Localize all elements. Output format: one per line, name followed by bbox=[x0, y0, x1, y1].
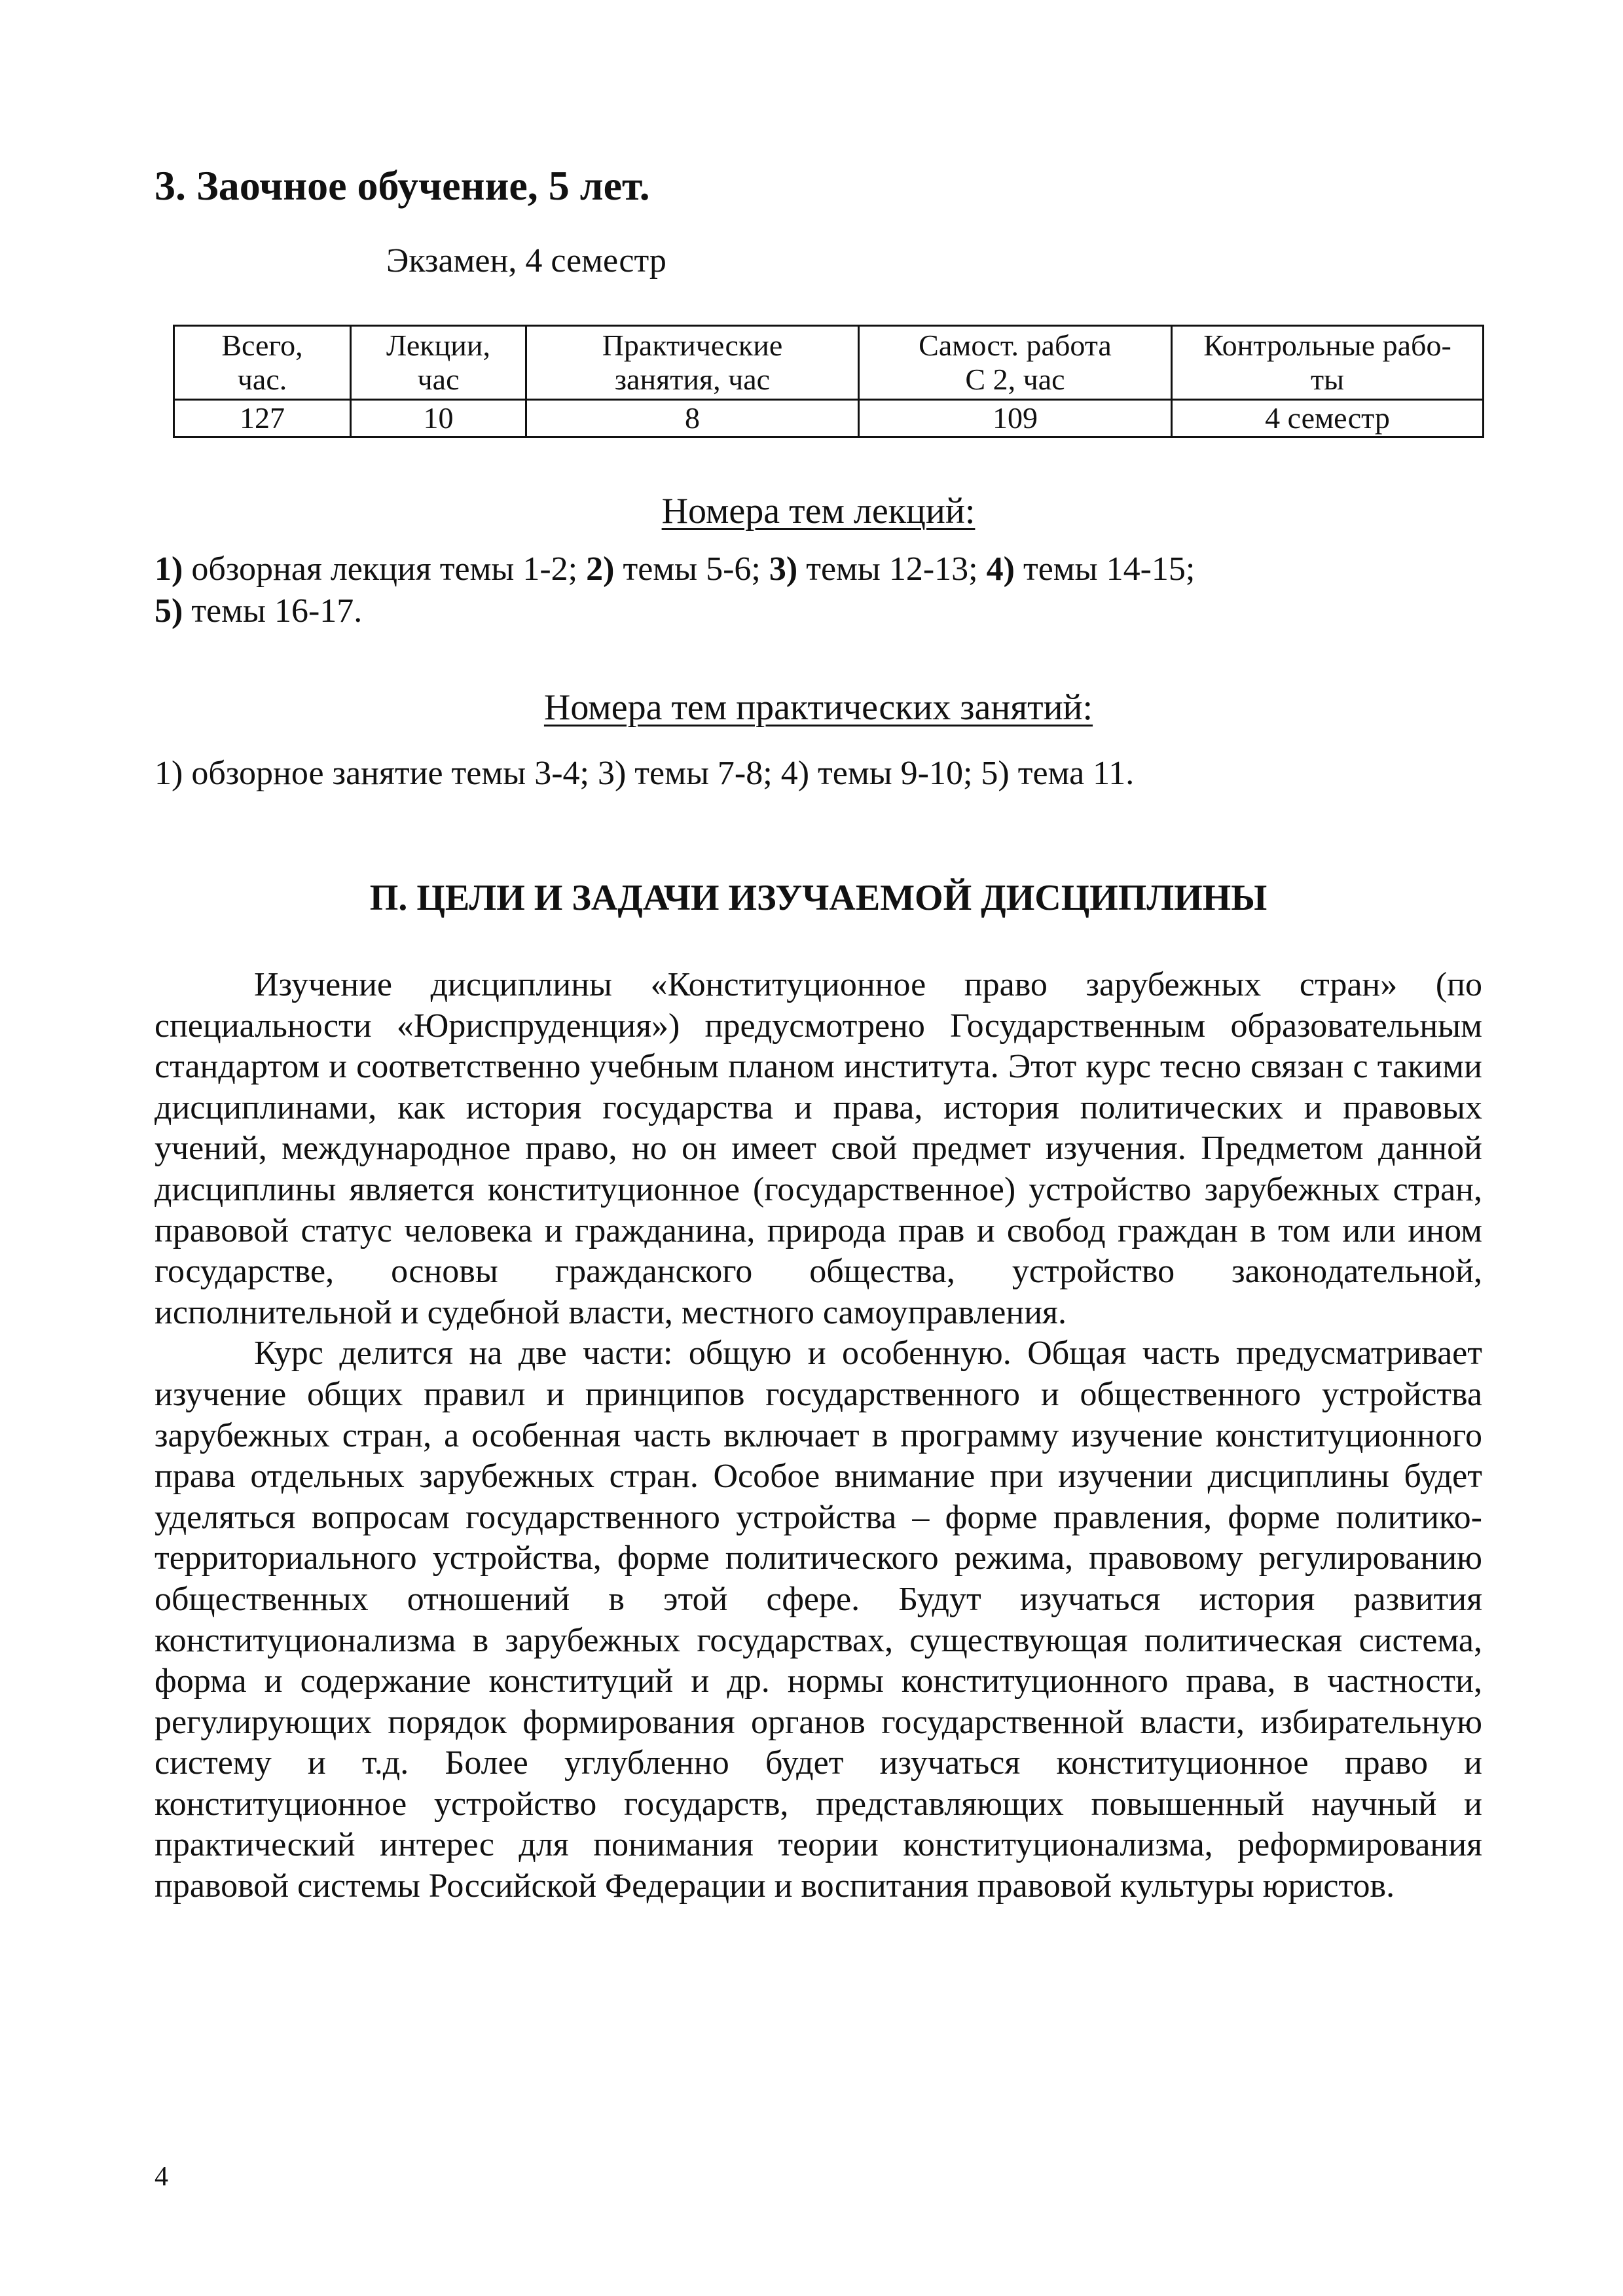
header-text: Всего, bbox=[221, 329, 303, 362]
lectures-title-text: Номера тем лекций: bbox=[661, 491, 976, 531]
chapter-heading: П. ЦЕЛИ И ЗАДАЧИ ИЗУЧАЕМОЙ ДИСЦИПЛИНЫ bbox=[369, 878, 1267, 918]
header-control-works bbox=[1172, 326, 1484, 400]
list-number: 4) bbox=[986, 550, 1015, 588]
cell-lecture-hours: 10 bbox=[351, 400, 526, 437]
header-text: час bbox=[417, 363, 460, 396]
header-text: Самост. работа bbox=[919, 329, 1112, 362]
page-number: 4 bbox=[155, 2162, 168, 2192]
practicals-list: 1) обзорное занятие темы 3-4; 3) темы 7-8; 4) темы 9-10; 5) тема 11. bbox=[155, 755, 1135, 792]
list-number: 1) bbox=[155, 550, 183, 588]
cell-self-study-hours: 109 bbox=[859, 400, 1172, 437]
list-item: темы 5-6; bbox=[614, 550, 769, 588]
table-header-row bbox=[174, 326, 1484, 400]
practicals-title bbox=[155, 685, 1482, 730]
header-self-study-hours bbox=[859, 326, 1172, 400]
section-heading: 3. Заочное обучение, 5 лет. bbox=[155, 162, 650, 209]
header-total-hours bbox=[174, 326, 351, 400]
practicals-title-text: Номера тем практических занятий: bbox=[543, 687, 1093, 728]
hours-table bbox=[173, 325, 1484, 438]
header-text: занятия, час bbox=[614, 363, 771, 396]
cell-practical-hours: 8 bbox=[526, 400, 859, 437]
list-number: 5) bbox=[155, 592, 183, 630]
chapter-body bbox=[155, 965, 1482, 1907]
header-text: час. bbox=[237, 363, 287, 396]
list-item: темы 12-13; bbox=[797, 550, 987, 588]
lectures-title bbox=[155, 488, 1482, 534]
cell-control-works: 4 семестр bbox=[1172, 400, 1484, 437]
paragraph: Изучение дисциплины «Конституционное право зарубежных стран» (по специальности «Юриспруденция») предусмотрено Государственным образовательным стандартом и соответственно учебным планом института. Этот курс тесно связан с такими дисциплинами, как история государства и права, история политических и правовых учений, международное право, но он имеет свой предмет изучения. Предметом данной дисциплины является конституционное (государственное) устройство зарубежных стран, правовой статус человека и гражданина, природа прав и свобод граждан в том или ином государстве, основы гражданского общества, устройство законодательной, исполнительной и судебной власти, местного самоуправления. bbox=[155, 966, 1482, 1331]
header-text: Лекции, bbox=[386, 329, 490, 362]
paragraph: Курс делится на две части: общую и особенную. Общая часть предусматривает изучение общих правил и принципов государственного и общественного устройства зарубежных стран, а особенная часть включает в программу изучение конституционного права отдельных зарубежных стран. Особое внимание при изучении дисциплины будет уделяться вопросам государственного устройства – форме правления, форме политико-территориального устройства, форме политического режима, правовому регулированию общественных отношений в этой сфере. Будут изучаться история развития конституционализма в зарубежных государствах, существующая политическая система, форма и содержание конституций и др. нормы конституционного права, в частности, регулирующих порядок формирования органов государственной власти, избирательную систему и т.д. Более углубленно будет изучаться конституционное право и конституционное устройство государств, представляющих повышенный научный и практический интерес для понимания теории конституционализма, реформирования правовой системы Российской Федерации и воспитания правовой культуры юристов. bbox=[155, 1335, 1482, 1905]
header-lecture-hours bbox=[351, 326, 526, 400]
header-text: Контрольные рабо- bbox=[1203, 329, 1451, 362]
lectures-list bbox=[155, 548, 1482, 632]
list-item: темы 16-17. bbox=[183, 592, 363, 630]
exam-line: Экзамен, 4 семестр bbox=[386, 242, 666, 279]
table-row bbox=[174, 400, 1484, 437]
list-item: обзорная лекция темы 1-2; bbox=[183, 550, 587, 588]
list-number: 2) bbox=[586, 550, 615, 588]
header-practical-hours bbox=[526, 326, 859, 400]
header-text: ты bbox=[1310, 363, 1344, 396]
header-text: С 2, час bbox=[965, 363, 1065, 396]
list-number: 3) bbox=[769, 550, 798, 588]
cell-total-hours: 127 bbox=[174, 400, 351, 437]
header-text: Практические bbox=[602, 329, 783, 362]
list-item: темы 14-15; bbox=[1014, 550, 1195, 588]
